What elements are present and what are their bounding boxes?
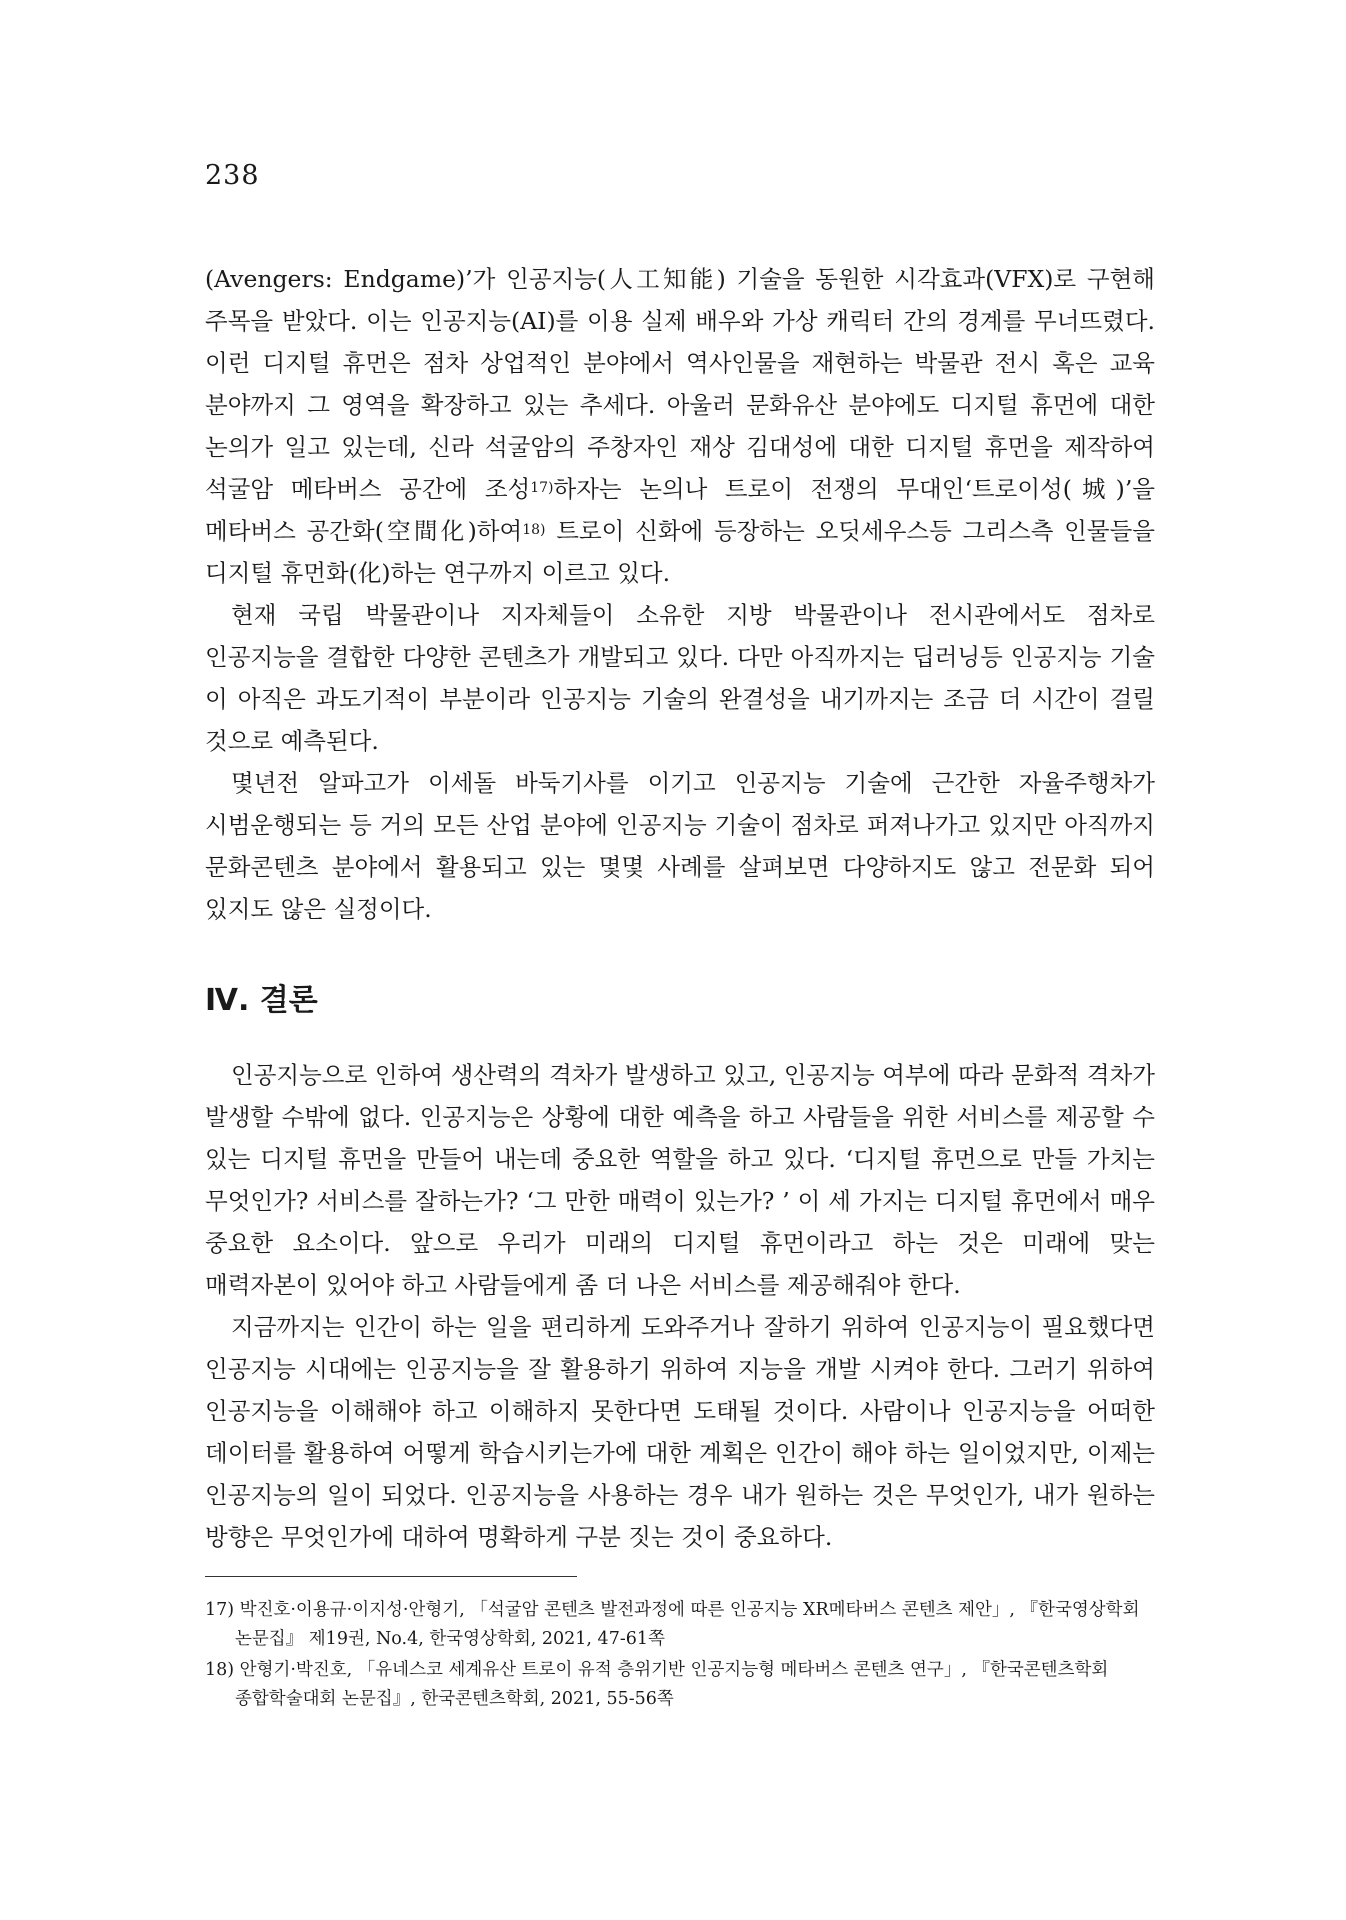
footnote-17: 17) 박진호·이용규·이지성·안형기, 「석굴암 콘텐츠 발전과정에 따른 인공지능 XR메타버스 콘텐츠 제안」, 『한국영상학회 논문집』 제19권, No.4, 한국영상학회, 2021, 47-61쪽 xyxy=(205,1600,1140,1649)
body-section xyxy=(205,258,1155,930)
text-segment: 하자는 논의나 트로이 전쟁의 무대인‘트로이성(城)’을 메타버스 공간화(空間化)하여 xyxy=(205,475,1155,545)
footnotes xyxy=(205,1596,1155,1716)
text-segment: 트로이 신화에 등장하는 오딧세우스등 그리스측 인물들을 디지털 휴먼화(化)하는 연구까지 이르고 있다. xyxy=(205,517,1155,587)
footnote-ref-17[interactable]: 17) xyxy=(530,480,554,496)
conclusion-paragraph-2: 지금까지는 인간이 하는 일을 편리하게 도와주거나 잘하기 위하여 인공지능이 필요했다면 인공지능 시대에는 인공지능을 잘 활용하기 위하여 지능을 개발 시켜야 한다. 그러기 위하여 인공지능을 이해해야 하고 이해하지 못한다면 도태될 것이다. 사람이나 인공지능을 어떠한 데이터를 활용하여 어떻게 학습시키는가에 대한 계획은 인간이 해야 하는 일이었지만, 이제는 인공지능의 일이 되었다. 인공지능을 사용하는 경우 내가 원하는 것은 무엇인가, 내가 원하는 방향은 무엇인가에 대하여 명확하게 구분 짓는 것이 중요하다. xyxy=(205,1313,1155,1551)
conclusion-paragraph-1: 인공지능으로 인하여 생산력의 격차가 발생하고 있고, 인공지능 여부에 따라 문화적 격차가 발생할 수밖에 없다. 인공지능은 상황에 대한 예측을 하고 사람들을 위한 서비스를 제공할 수 있는 디지털 휴먼을 만들어 내는데 중요한 역할을 하고 있다. ‘디지털 휴먼으로 만들 가치는 무엇인가? 서비스를 잘하는가? ‘그 만한 매력이 있는가? ’ 이 세 가지는 디지털 휴먼에서 매우 중요한 요소이다. 앞으로 우리가 미래의 디지털 휴먼이라고 하는 것은 미래에 맞는 매력자본이 있어야 하고 사람들에게 좀 더 나은 서비스를 제공해줘야 한다. xyxy=(205,1061,1155,1299)
footnote-divider xyxy=(205,1576,577,1577)
footnote-ref-18[interactable]: 18) xyxy=(522,522,546,538)
section-heading: Ⅳ. 결론 xyxy=(205,983,318,1018)
body-paragraph-1 xyxy=(205,258,1155,594)
footnote-18: 18) 안형기·박진호, 「유네스코 세계유산 트로이 유적 층위기반 인공지능형 메타버스 콘텐츠 연구」, 『한국콘텐츠학회 종합학술대회 논문집』, 한국콘텐츠학회, 2021, 55-56쪽 xyxy=(205,1660,1109,1709)
page-number: 238 xyxy=(205,160,260,191)
text-segment: (Avengers: Endgame)’가 인공지능(人工知能) 기술을 동원한 시각효과(VFX)로 구현해 주목을 받았다. 이는 인공지능(AI)를 이용 실제 배우와 가상 캐릭터 간의 경계를 무너뜨렸다. 이런 디지털 휴먼은 점차 상업적인 분야에서 역사인물을 재현하는 박물관 전시 혹은 교육 분야까지 그 영역을 확장하고 있는 추세다. 아울러 문화유산 분야에도 디지털 휴먼에 대한 논의가 일고 있는데, 신라 석굴암의 주창자인 재상 김대성에 대한 디지털 휴먼을 제작하여 석굴암 메타버스 공간에 조성 xyxy=(205,265,1155,503)
body-paragraph-2: 현재 국립 박물관이나 지자체들이 소유한 지방 박물관이나 전시관에서도 점차로 인공지능을 결합한 다양한 콘텐츠가 개발되고 있다. 다만 아직까지는 딥러닝등 인공지능 기술 이 아직은 과도기적이 부분이라 인공지능 기술의 완결성을 내기까지는 조금 더 시간이 걸릴 것으로 예측된다. xyxy=(205,601,1155,755)
body-paragraph-3: 몇년전 알파고가 이세돌 바둑기사를 이기고 인공지능 기술에 근간한 자율주행차가 시범운행되는 등 거의 모든 산업 분야에 인공지능 기술이 점차로 퍼져나가고 있지만 아직까지 문화콘텐츠 분야에서 활용되고 있는 몇몇 사례를 살펴보면 다양하지도 않고 전문화 되어 있지도 않은 실정이다. xyxy=(205,769,1155,923)
conclusion-section xyxy=(205,1054,1155,1558)
